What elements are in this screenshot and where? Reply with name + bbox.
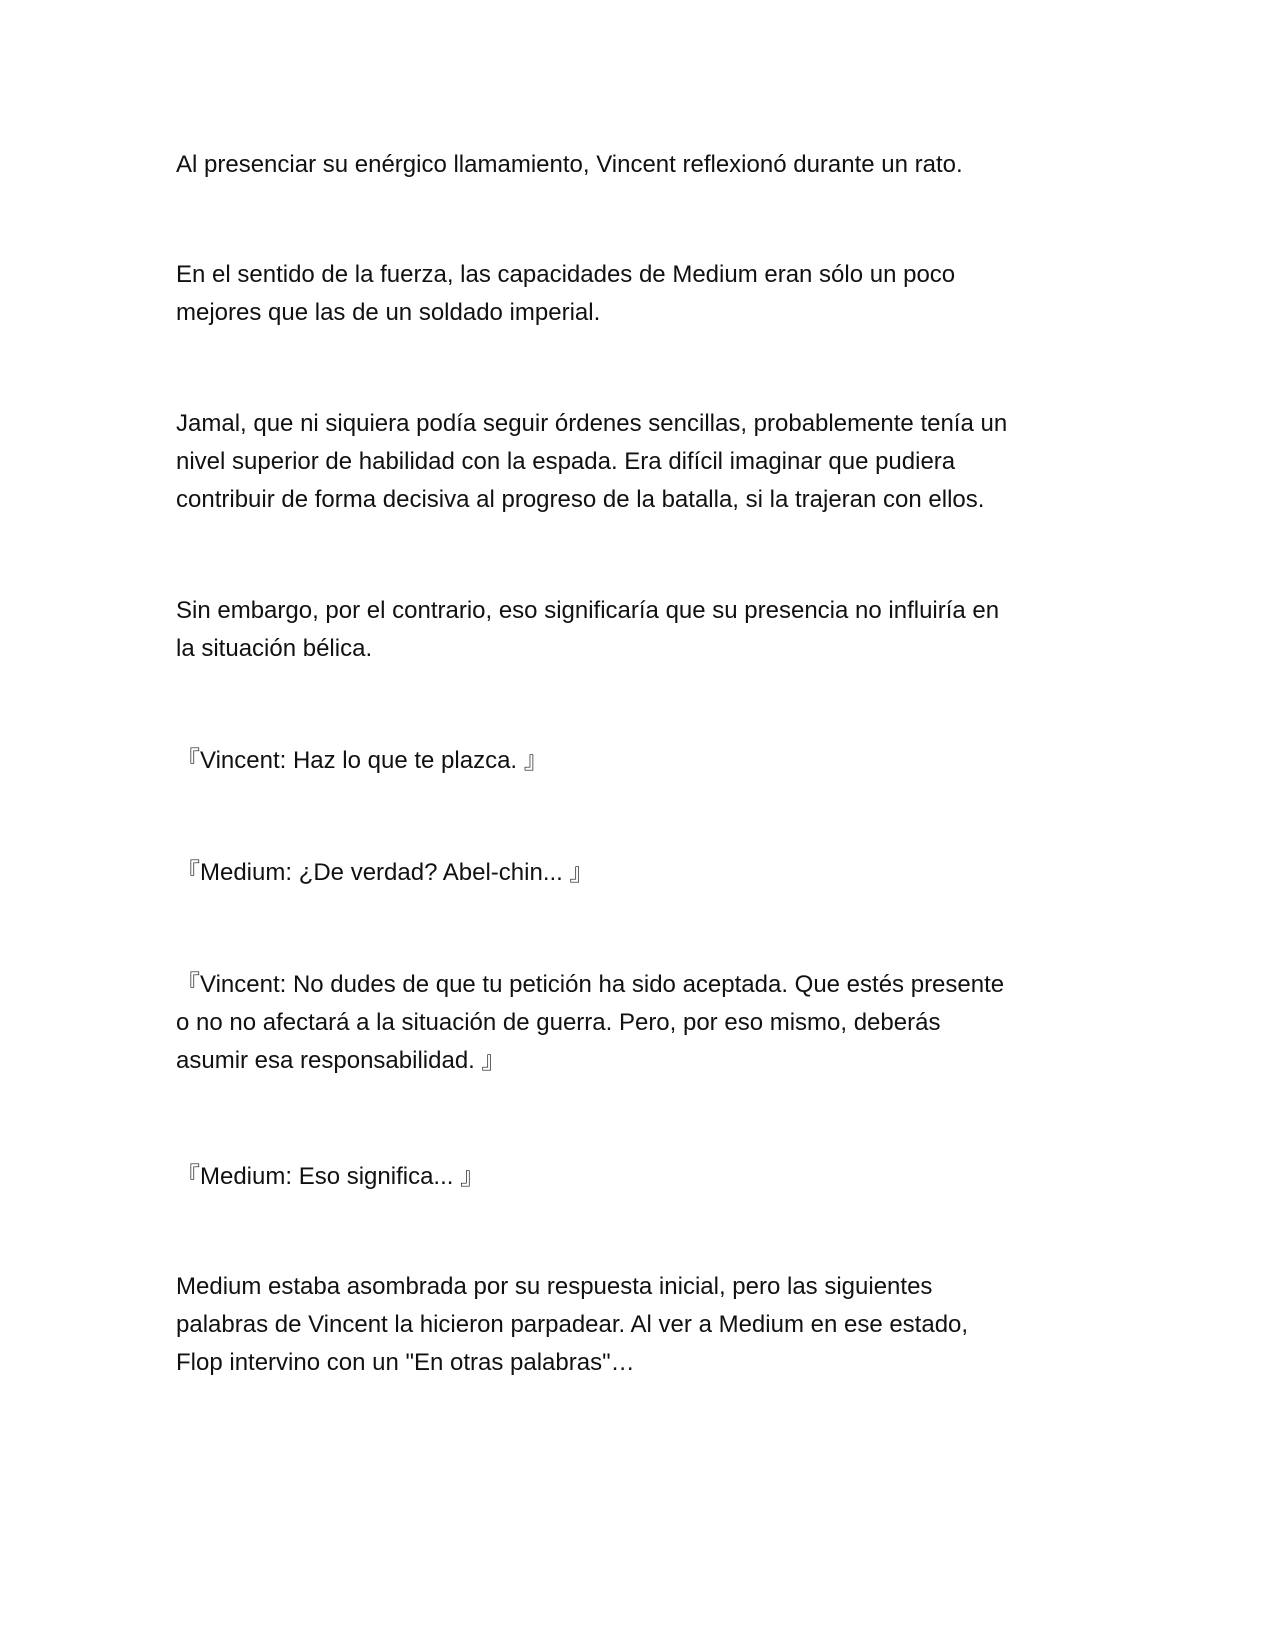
dialogue-line: 『Medium: ¿De verdad? Abel-chin... 』	[176, 859, 594, 886]
paragraph-line: Al presenciar su enérgico llamamiento, Vincent reflexionó durante un rato.	[176, 151, 963, 178]
paragraph-line: mejores que las de un soldado imperial.	[176, 299, 601, 326]
dialogue-vincent-2	[176, 966, 1116, 1080]
paragraph-4	[176, 592, 1116, 668]
dialogue-line: asumir esa responsabilidad. 』	[176, 1047, 506, 1074]
dialogue-line: 『Medium: Eso significa... 』	[176, 1163, 485, 1190]
paragraph-1	[176, 146, 1116, 184]
paragraph-line: contribuir de forma decisiva al progreso de la batalla, si la trajeran con ellos.	[176, 486, 985, 513]
dialogue-line: 『Vincent: Haz lo que te plazca. 』	[176, 747, 548, 774]
paragraph-line: la situación bélica.	[176, 635, 373, 662]
paragraph-line: nivel superior de habilidad con la espada. Era difícil imaginar que pudiera	[176, 448, 956, 475]
dialogue-line: 『Vincent: No dudes de que tu petición ha sido aceptada. Que estés presente	[176, 971, 1005, 998]
paragraph-line: Jamal, que ni siquiera podía seguir órdenes sencillas, probablemente tenía un	[176, 410, 1008, 437]
dialogue-vincent-1	[176, 742, 1116, 780]
paragraph-line: Medium estaba asombrada por su respuesta inicial, pero las siguientes	[176, 1273, 933, 1300]
dialogue-medium-1	[176, 854, 1116, 892]
paragraph-3	[176, 405, 1116, 519]
dialogue-line: o no no afectará a la situación de guerra. Pero, por eso mismo, deberás	[176, 1009, 941, 1036]
paragraph-line: Flop intervino con un "En otras palabras"…	[176, 1349, 635, 1376]
paragraph-line: palabras de Vincent la hicieron parpadear. Al ver a Medium en ese estado,	[176, 1311, 969, 1338]
paragraph-2	[176, 256, 1116, 332]
dialogue-medium-2	[176, 1158, 1116, 1196]
paragraph-line: En el sentido de la fuerza, las capacidades de Medium eran sólo un poco	[176, 261, 956, 288]
paragraph-line: Sin embargo, por el contrario, eso significaría que su presencia no influiría en	[176, 597, 1000, 624]
paragraph-9	[176, 1268, 1116, 1382]
